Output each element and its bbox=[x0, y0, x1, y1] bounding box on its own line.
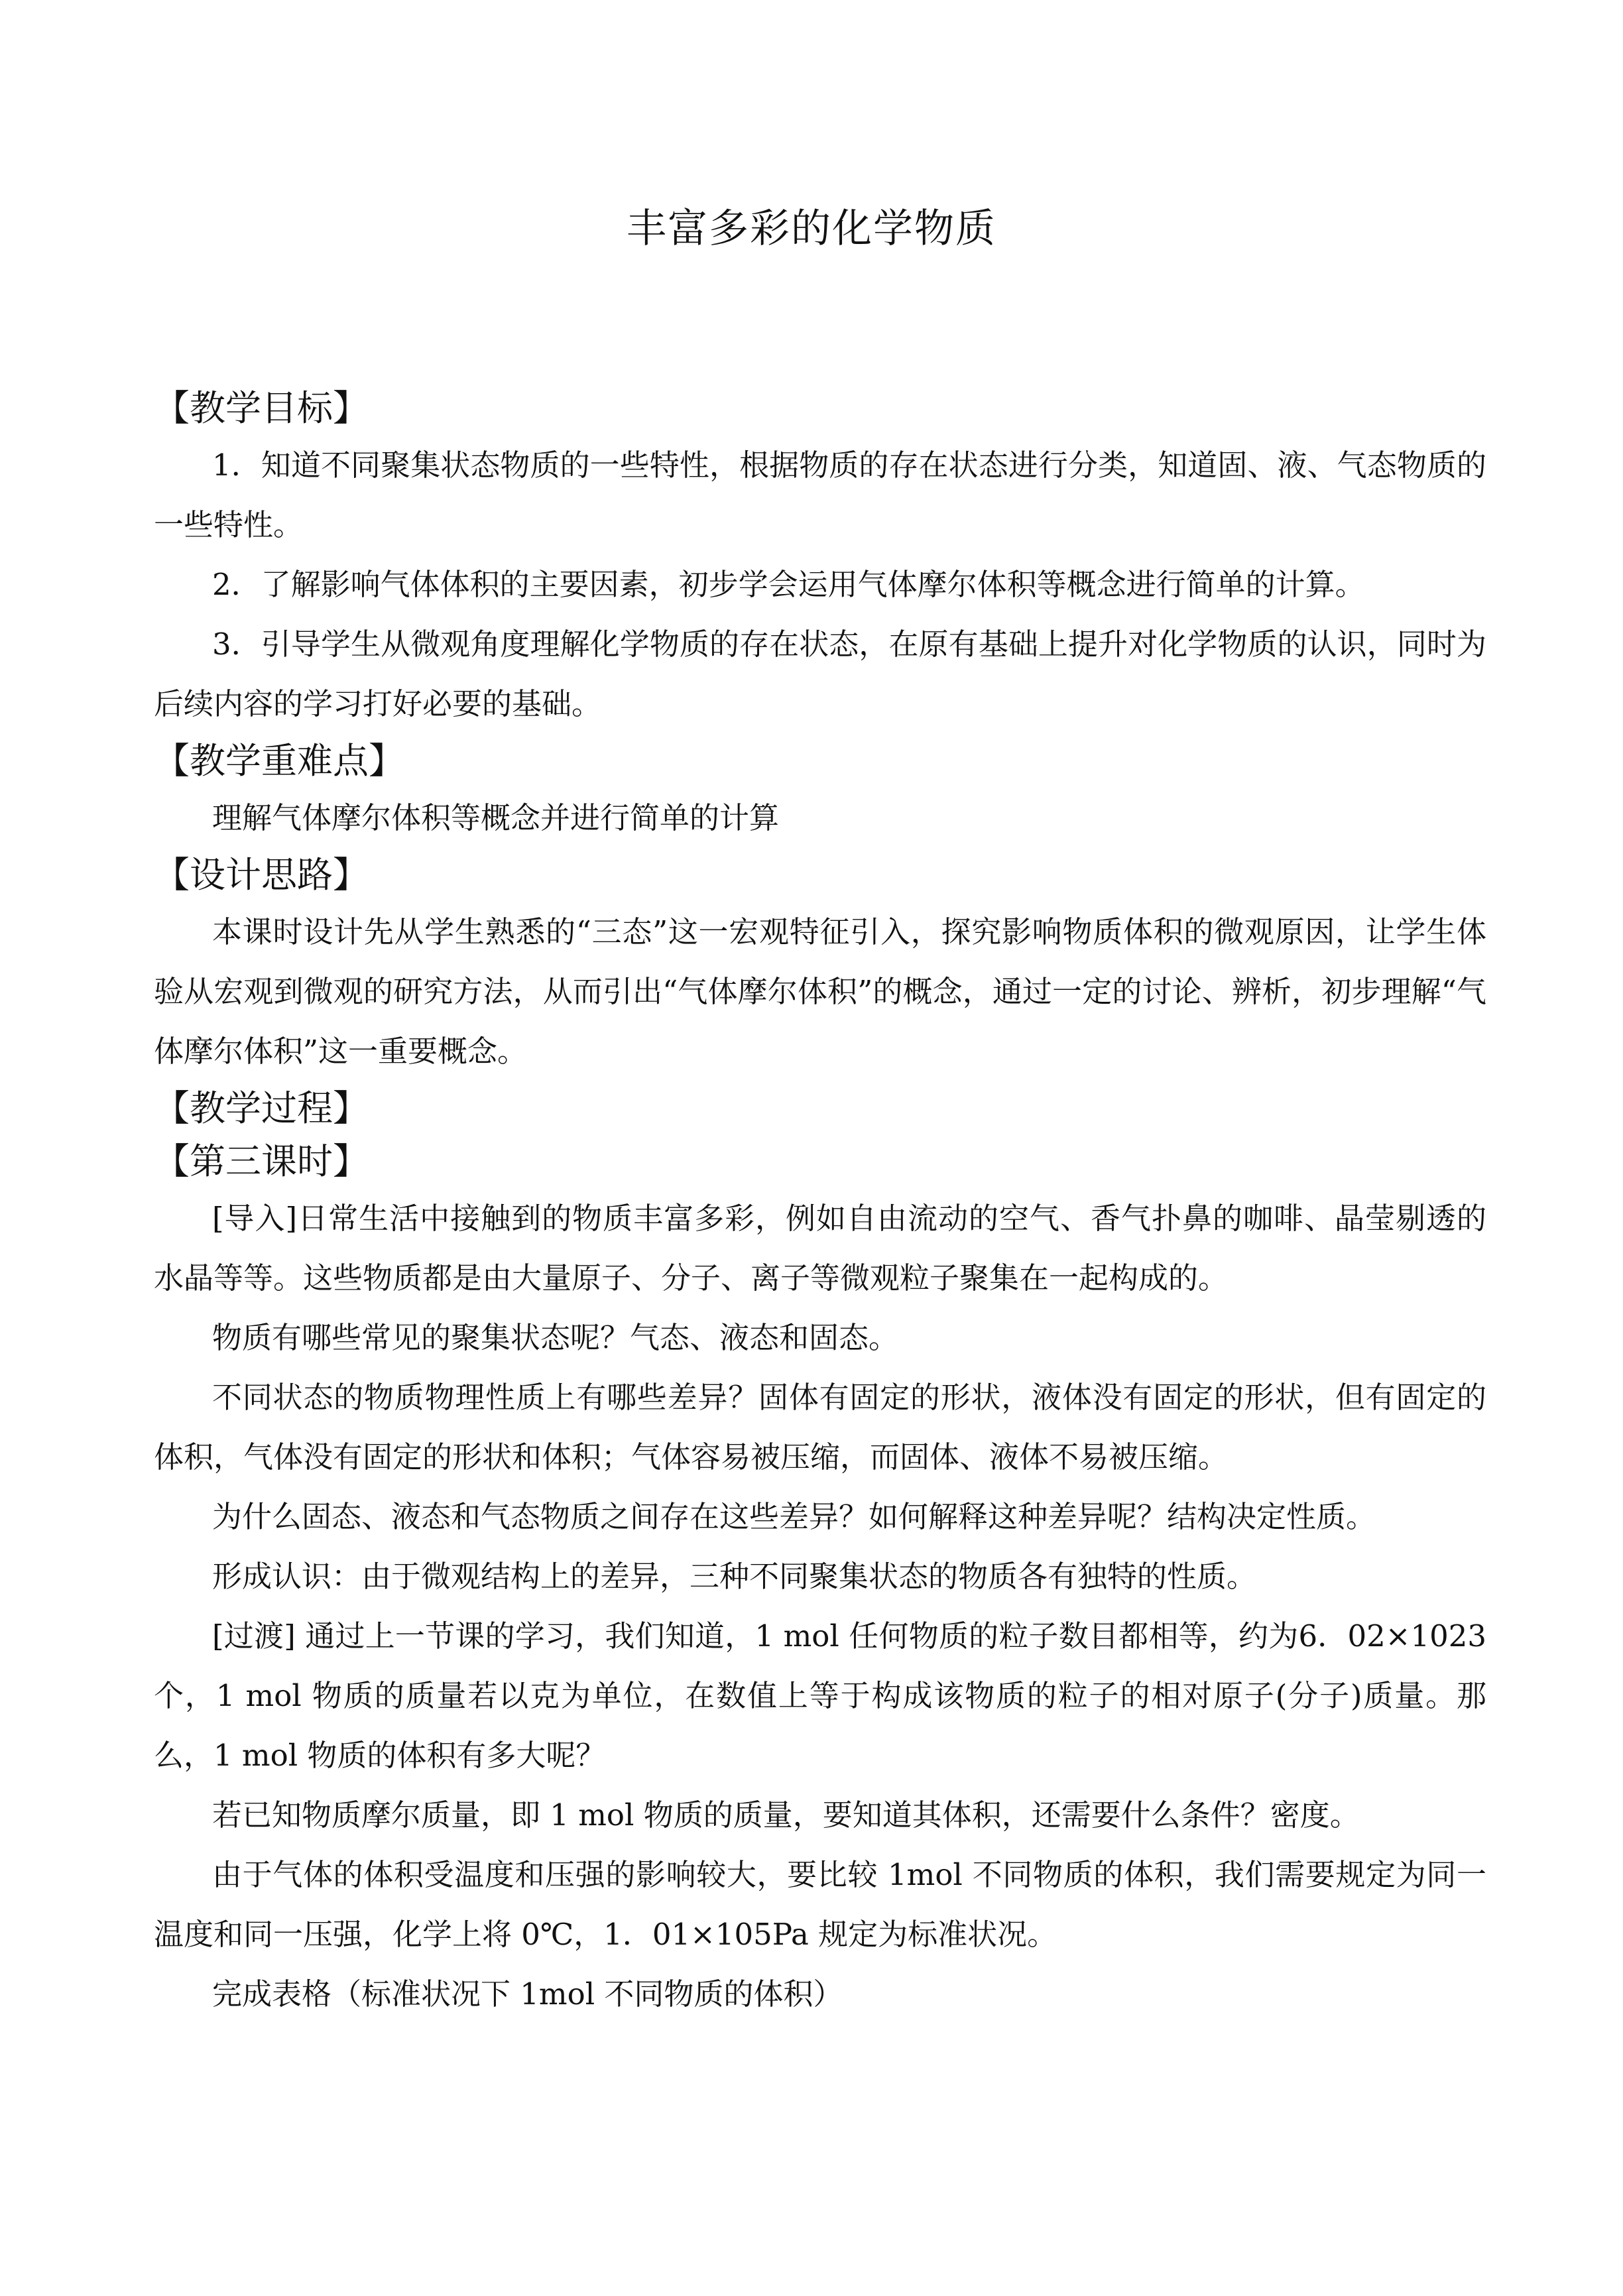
objective-3: 3．引导学生从微观角度理解化学物质的存在状态，在原有基础上提升对化学物质的认识，同时为后续内容的学习打好必要的基础。 bbox=[154, 627, 1486, 721]
lesson-paragraph-why: 为什么固态、液态和气态物质之间存在这些差异？如何解释这种差异呢？结构决定性质。 bbox=[212, 1499, 1376, 1534]
lesson-paragraph-states: 物质有哪些常见的聚集状态呢？气态、液态和固态。 bbox=[212, 1320, 899, 1355]
objective-1: 1．知道不同聚集状态物质的一些特性，根据物质的存在状态进行分类，知道固、液、气态物质的一些特性。 bbox=[154, 448, 1486, 542]
lesson-paragraph-table-prompt: 完成表格（标准状况下 1mol 不同物质的体积） bbox=[212, 1976, 843, 2012]
heading-key-points: 【教学重难点】 bbox=[154, 740, 404, 782]
heading-lesson-3: 【第三课时】 bbox=[154, 1140, 369, 1182]
key-point-1: 理解气体摩尔体积等概念并进行简单的计算 bbox=[212, 800, 780, 835]
lesson-paragraph-transition: [过渡] 通过上一节课的学习，我们知道，1 mol 任何物质的粒子数目都相等，约为6．02×1023 个，1 mol 物质的质量若以克为单位，在数值上等于构成该物质的粒子的相对原子(分子)质量。那么，1 mol 物质的体积有多大呢？ bbox=[154, 1618, 1486, 1773]
heading-process: 【教学过程】 bbox=[154, 1087, 369, 1129]
design-paragraph: 本课时设计先从学生熟悉的“三态”这一宏观特征引入，探究影响物质体积的微观原因，让学生体验从宏观到微观的研究方法，从而引出“气体摩尔体积”的概念，通过一定的讨论、辨析，初步理解“气体摩尔体积”这一重要概念。 bbox=[154, 914, 1486, 1069]
heading-objectives: 【教学目标】 bbox=[154, 387, 369, 429]
lesson-paragraph-understanding: 形成认识：由于微观结构上的差异，三种不同聚集状态的物质各有独特的性质。 bbox=[212, 1559, 1257, 1594]
document-body bbox=[154, 381, 1486, 2024]
objective-2: 2．了解影响气体体积的主要因素，初步学会运用气体摩尔体积等概念进行简单的计算。 bbox=[212, 567, 1365, 602]
lesson-paragraph-intro: [导入]日常生活中接触到的物质丰富多彩，例如自由流动的空气、香气扑鼻的咖啡、晶莹剔透的水晶等等。这些物质都是由大量原子、分子、离子等微观粒子聚集在一起构成的。 bbox=[154, 1201, 1486, 1296]
lesson-paragraph-density: 若已知物质摩尔质量，即 1 mol 物质的质量，要知道其体积，还需要什么条件？密度。 bbox=[212, 1797, 1360, 1833]
heading-design: 【设计思路】 bbox=[154, 854, 369, 896]
lesson-paragraph-standard-conditions: 由于气体的体积受温度和压强的影响较大，要比较 1mol 不同物质的体积，我们需要规定为同一温度和同一压强，化学上将 0℃，1．01×105Pa 规定为标准状况。 bbox=[154, 1857, 1486, 1952]
lesson-paragraph-differences: 不同状态的物质物理性质上有哪些差异？固体有固定的形状，液体没有固定的形状，但有固定的体积，气体没有固定的形状和体积；气体容易被压缩，而固体、液体不易被压缩。 bbox=[154, 1380, 1486, 1475]
document-title: 丰富多彩的化学物质 bbox=[627, 206, 996, 252]
